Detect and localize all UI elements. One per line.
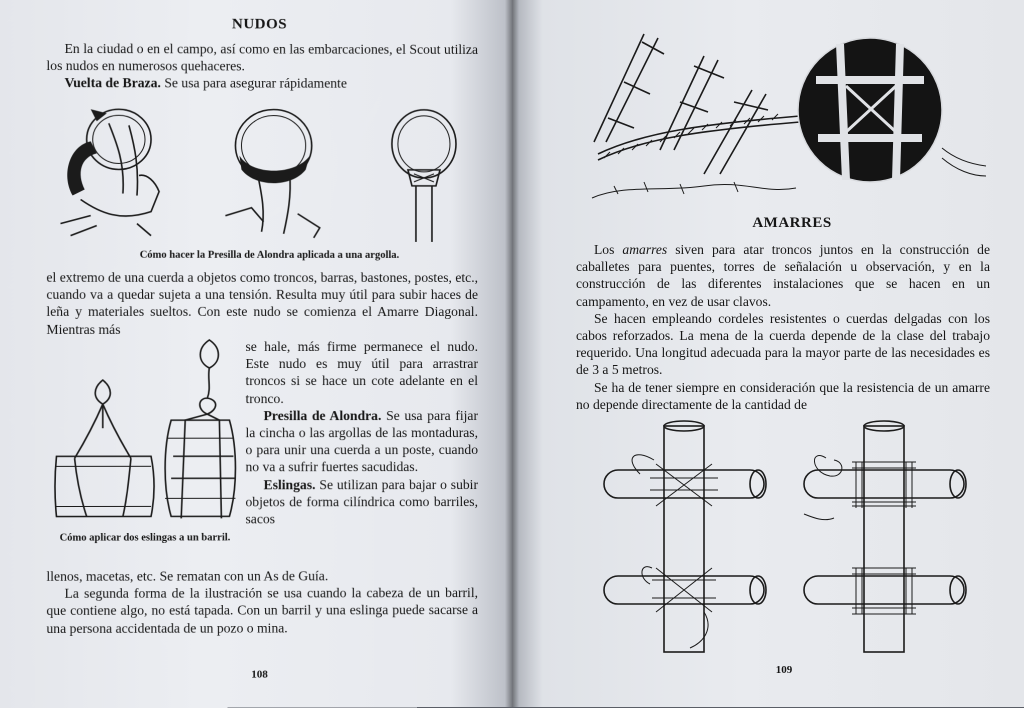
ring-step-1 [61,109,160,236]
vuelta-text-2: el extremo de una cuerda a objetos como troncos, barras, bastones, postes, etc., cuando va a quedar sujeta a una tensión. Resulta muy útil para subir haces de leña y materiales sueltos. Con este nudo se comienza el Amarre Diagonal. Mientras más [46,269,478,337]
eslingas-text-2: llenos, macetas, etc. Se rematan con un As de Guía. [46,568,329,584]
intro-block [46,40,478,93]
lashing-right [804,421,966,652]
intro-paragraph: En la ciudad o en el campo, así como en las embarcaciones, el Scout utiliza los nudos en numerosos quehaceres. [46,40,478,74]
eslingas-text-3: La segunda forma de la ilustración se usa cuando la cabeza de un barril, que contiene algo, no está tapada. Con un barril y una eslinga puede sacarse a una persona accidentada de un pozo o mina. [46,585,478,636]
presilla-term: Presilla de Alondra. [263,407,382,423]
lashing-left [604,421,766,652]
presilla-paragraph [245,407,478,476]
eslingas-paragraph [245,476,478,528]
right-page-title: AMARRES [752,215,832,231]
amarres-paragraph-3: Se ha de tener siempre en consideración que la resistencia de un amarre no depende directamente de la cantidad de [576,379,990,412]
p1-post: siven para atar troncos juntos en la construcción de caballetes para puentes, torres de señalación u observación, y en la construcción de las diferentes instalaciones que se hacen en un campamento, en vez de usar clavos. [576,242,990,309]
vuelta-term: Vuelta de Braza. [64,75,161,91]
lark-head-ring-illustration [50,103,472,244]
side-column [245,338,478,528]
barrel-slings-illustration [46,338,247,529]
vuelta-text-1: Se usa para asegurar rápidamente [164,75,347,92]
amarres-text [576,241,990,413]
eslingas-text-1: Se utilizan para bajar o subir objetos de forma cilíndrica como barriles, sacos [245,476,478,527]
vuelta-continued [46,269,478,338]
ring-step-3 [392,110,456,242]
barrel-horizontal [55,380,154,516]
page-number-right: 109 [775,664,793,676]
vuelta-paragraph-start [46,74,478,92]
amarres-term: amarres [622,242,668,257]
amarres-paragraph-1 [576,241,990,310]
book-gutter [505,0,519,707]
ring-step-2 [225,109,319,237]
trestle-bridge-illustration [584,24,986,208]
caption-barrel-slings: Cómo aplicar dos eslingas a un barril. [59,532,231,544]
left-page-title: NUDOS [231,16,288,33]
circle-inset [798,38,986,182]
square-lashing-illustration [594,418,984,658]
right-page [512,0,1024,707]
amarres-paragraph-2: Se hacen empleando cordeles resistentes o cuerdas delgadas con los cabos reforzados. La mena de la cuerda depende de la clase del trabajo requerido. Una longitud adecuada para la mayor parte de las necesidades es de 3 a 5 metros. [576,310,990,378]
page-number-left: 108 [251,668,268,681]
caption-lark-head: Cómo hacer la Presilla de Alondra aplicada a una argolla. [139,249,400,261]
presilla-text: Se usa para fijar la cincha o las argollas de las montaduras, o para unir una cuerda a un poste, cuando no va a sufrir fuertes sacudidas. [245,407,478,475]
eslingas-continued [46,567,478,637]
barrel-upright [165,340,235,518]
eslingas-term: Eslingas. [263,476,316,492]
vuelta-text-3: se hale, más firme permanece el nudo. Este nudo es muy útil para arrastrar troncos si se hace un cote adelante en el tronco. [245,338,478,406]
p1-pre: Los [594,242,615,257]
pole-structures [592,34,800,198]
